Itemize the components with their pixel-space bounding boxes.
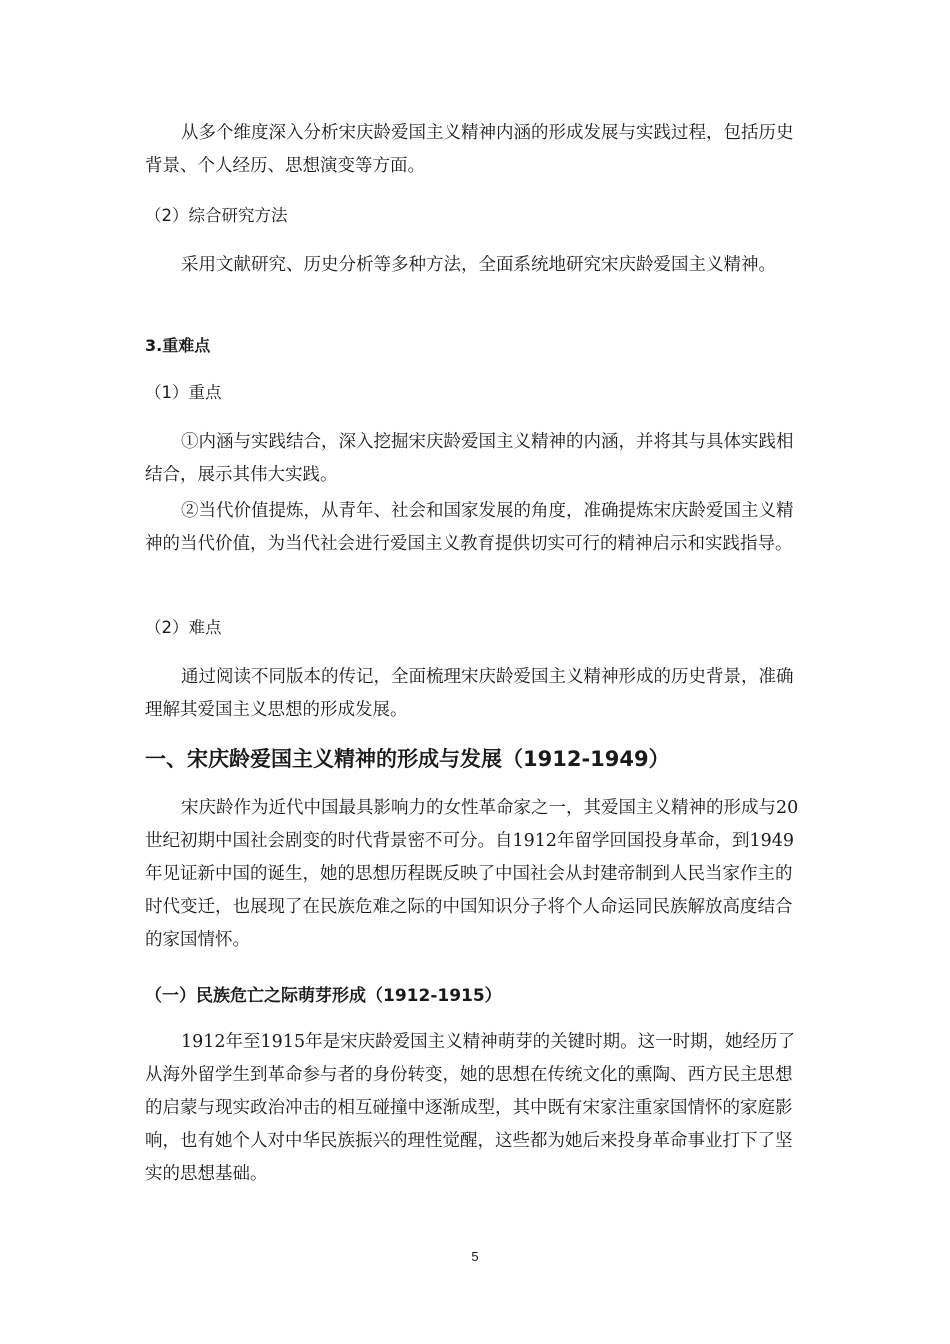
section-heading-1: （一）民族危亡之际萌芽形成（1912-1915） xyxy=(145,986,502,1006)
paragraph-key-point-1: ①内涵与实践结合，深入挖掘宋庆龄爱国主义精神的内涵，并将其与具体实践相结合，展示其伟大实践。 xyxy=(145,432,794,485)
paragraph-difficult-point: 通过阅读不同版本的传记，全面梳理宋庆龄爱国主义精神形成的历史背景，准确理解其爱国主义思想的形成发展。 xyxy=(145,667,794,720)
paragraph-chapter-intro: 宋庆龄作为近代中国最具影响力的女性革命家之一，其爱国主义精神的形成与20世纪初期中国社会剧变的时代背景密不可分。自1912年留学回国投身革命，到1949年见证新中国的诞生，她的思想历程既反映了中国社会从封建帝制到人民当家作主的时代变迁，也展现了在民族危难之际的中国知识分子将个人命运同民族解放高度结合的家国情怀。 xyxy=(145,798,799,950)
paragraph-key-point-2: ②当代价值提炼，从青年、社会和国家发展的角度，准确提炼宋庆龄爱国主义精神的当代价值，为当代社会进行爱国主义教育提供切实可行的精神启示和实践指导。 xyxy=(145,501,794,554)
heading-key-difficult-points: 3.重难点 xyxy=(145,336,211,355)
subheading-comprehensive-method: （2）综合研究方法 xyxy=(145,206,288,225)
subheading-key-points: （1）重点 xyxy=(145,383,222,402)
chapter-heading-1: 一、宋庆龄爱国主义精神的形成与发展（1912-1949） xyxy=(145,747,670,771)
subheading-difficult-points: （2）难点 xyxy=(145,618,222,637)
paragraph-research-methods: 采用文献研究、历史分析等多种方法，全面系统地研究宋庆龄爱国主义精神。 xyxy=(181,255,776,275)
paragraph-section-intro: 1912年至1915年是宋庆龄爱国主义精神萌芽的关键时期。这一时期，她经历了从海外留学生到革命参与者的身份转变，她的思想在传统文化的熏陶、西方民主思想的启蒙与现实政治冲击的相互碰撞中逐渐成型，其中既有宋家注重家国情怀的家庭影响，也有她个人对中华民族振兴的理性觉醒，这些都为她后来投身革命事业打下了坚实的思想基础。 xyxy=(145,1032,796,1184)
page-number: 5 xyxy=(471,1249,479,1264)
paragraph-analysis-dimensions: 从多个维度深入分析宋庆龄爱国主义精神内涵的形成发展与实践过程，包括历史背景、个人经历、思想演变等方面。 xyxy=(145,123,794,176)
